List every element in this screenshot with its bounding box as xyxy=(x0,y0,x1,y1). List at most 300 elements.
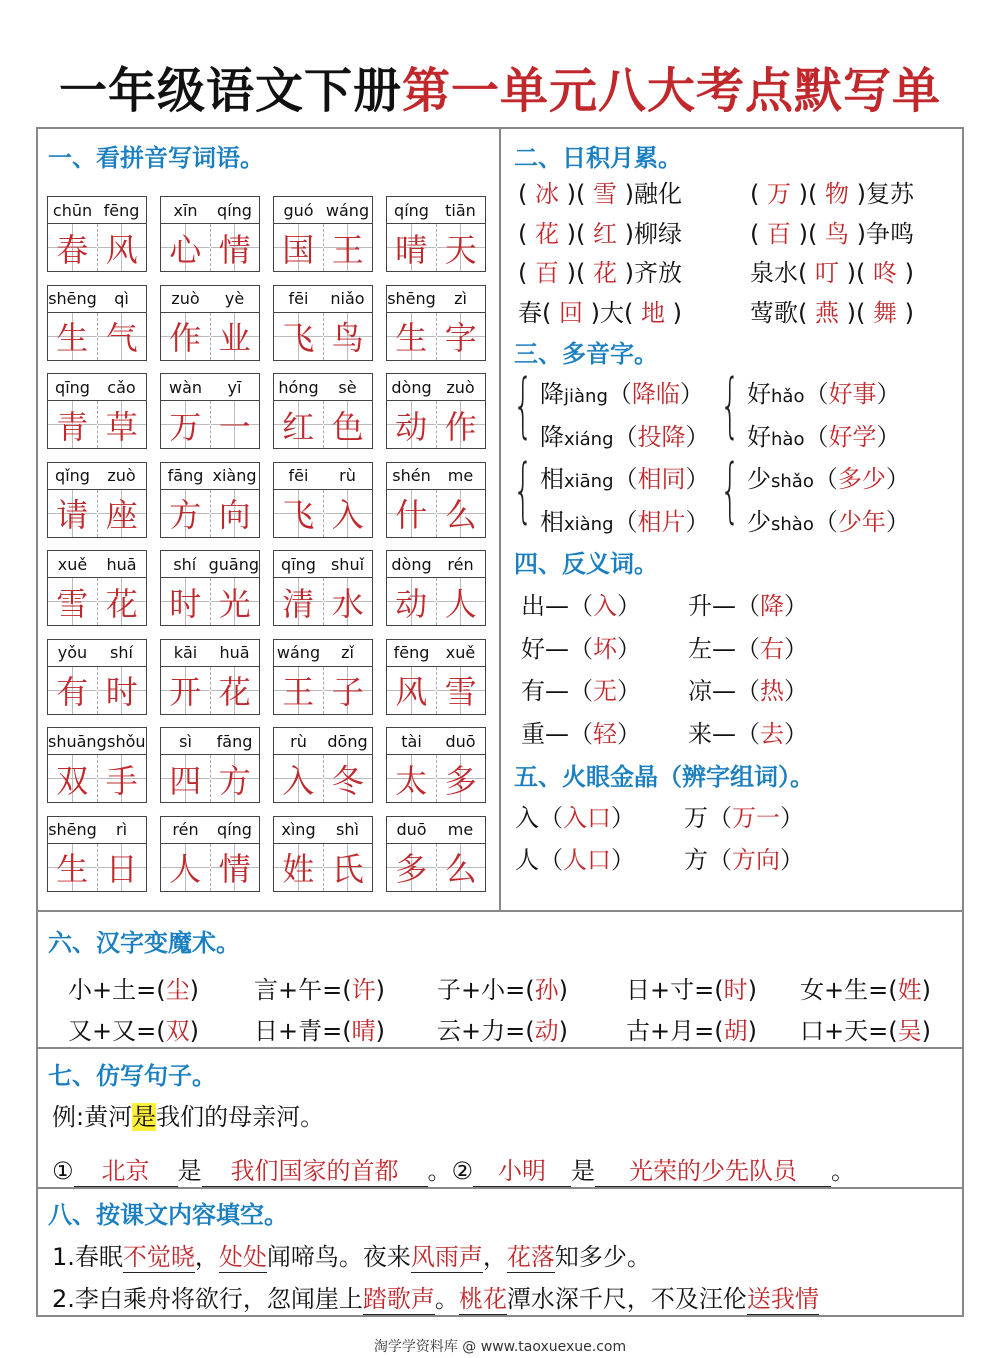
pinyin-2: wáng xyxy=(325,200,370,220)
polyphone-char: 好 xyxy=(747,380,771,408)
pinyin-row xyxy=(386,373,486,401)
l1-a4: 花落 xyxy=(507,1237,555,1273)
word-cell xyxy=(386,196,486,272)
antonym-line: 凉—（热） xyxy=(688,677,808,705)
pinyin-1: qíng xyxy=(394,200,429,220)
polyphone-word: 相同 xyxy=(637,465,686,493)
hanzi-2: 雪 xyxy=(436,667,486,714)
hanzi-1: 晴 xyxy=(387,224,436,271)
answer-shi2: 是 xyxy=(571,1157,596,1185)
sec8-title: 八、按课文内容填空。 xyxy=(48,1201,288,1229)
pinyin-row xyxy=(160,639,260,667)
hanzi-row xyxy=(386,401,486,449)
hanzi-2: 日 xyxy=(97,844,147,891)
pinyin-1: shēng xyxy=(48,289,97,308)
char-result: 尘 xyxy=(165,976,190,1004)
hanzi-1: 青 xyxy=(48,401,97,448)
polyphone-word: 投降 xyxy=(637,423,686,451)
word-cell xyxy=(273,462,373,538)
answer-a2: 小明 xyxy=(473,1151,571,1187)
pinyin-row xyxy=(386,462,486,490)
hanzi-row xyxy=(386,844,486,892)
pinyin-2: duō xyxy=(445,731,476,751)
word-cell xyxy=(273,373,373,449)
l1-p1: 1.春眠 xyxy=(52,1243,123,1271)
hanzi-1: 飞 xyxy=(274,490,323,537)
hanzi-row xyxy=(47,578,147,626)
pinyin-2: zǐ xyxy=(341,643,354,662)
char-magic-line: 云+力=(动) xyxy=(437,1017,568,1045)
l2-a1: 踏歌声 xyxy=(363,1279,435,1315)
pinyin-1: hóng xyxy=(278,377,319,397)
pinyin-2: rén xyxy=(447,554,474,574)
idiom-blank-2: 花 xyxy=(593,259,617,287)
distinguish-line: 万（万一） xyxy=(684,804,804,832)
answer-a1: 北京 xyxy=(74,1151,178,1187)
hanzi-row xyxy=(273,578,373,626)
hanzi-row xyxy=(386,667,486,715)
hanzi-1: 四 xyxy=(161,755,210,802)
hanzi-row xyxy=(47,490,147,538)
hanzi-row xyxy=(160,401,260,449)
antonym-dash: — xyxy=(545,634,569,663)
word-cell xyxy=(386,816,486,892)
char-result: 胡 xyxy=(723,1017,748,1045)
pinyin-2: rù xyxy=(339,466,356,485)
idiom-line: 泉水( 叮 )( 咚 ) xyxy=(750,259,914,287)
word-cell xyxy=(47,373,147,449)
pinyin-row xyxy=(47,373,147,401)
pinyin-2: yè xyxy=(224,289,245,308)
page-title xyxy=(0,52,1000,121)
l2-p2: 。 xyxy=(434,1285,459,1313)
hanzi-2: 向 xyxy=(210,490,260,537)
brace-icon: { xyxy=(720,449,741,531)
hanzi-1: 生 xyxy=(387,313,436,360)
pinyin-row xyxy=(47,196,147,224)
distinguish-word: 万一 xyxy=(732,804,780,832)
word-cell xyxy=(160,550,260,626)
hanzi-1: 有 xyxy=(48,667,97,714)
pinyin-2: me xyxy=(447,820,474,839)
example-highlight: 是 xyxy=(132,1103,157,1131)
char-magic-line: 女+生=(姓) xyxy=(800,976,931,1004)
char-formula: 小+土=( xyxy=(68,976,166,1004)
polyphone-line: 好hǎo（好事） xyxy=(747,380,901,408)
pinyin-row xyxy=(386,285,486,313)
answer-b1: 我们国家的首都 xyxy=(202,1151,428,1187)
l1-p3: 闻啼鸟。夜来 xyxy=(266,1243,411,1271)
polyphone-pinyin: xiáng xyxy=(564,429,614,450)
sec4-title: 四、反义词。 xyxy=(514,550,658,578)
pinyin-2: me xyxy=(447,466,474,485)
pinyin-2: tiān xyxy=(445,200,476,220)
hanzi-1: 方 xyxy=(161,490,210,537)
idiom-tail: 齐放 xyxy=(634,259,682,287)
antonym-answer: 入 xyxy=(593,592,617,620)
l1-a1: 不觉晓 xyxy=(123,1237,195,1273)
distinguish-line: 入（入口） xyxy=(515,804,635,832)
distinguish-word: 入口 xyxy=(563,804,611,832)
char-result: 双 xyxy=(165,1017,190,1045)
polyphone-word: 多少 xyxy=(837,465,886,493)
pinyin-2: zuò xyxy=(446,377,475,397)
hanzi-2: 么 xyxy=(436,844,486,891)
pinyin-row xyxy=(160,462,260,490)
pinyin-1: rén xyxy=(172,820,199,839)
pinyin-1: shí xyxy=(173,554,197,574)
sec6-title: 六、汉字变魔术。 xyxy=(48,929,240,957)
hanzi-1: 风 xyxy=(387,667,436,714)
idiom-tail: 争鸣 xyxy=(866,219,914,248)
polyphone-word: 相片 xyxy=(637,508,686,536)
antonym-line: 有—（无） xyxy=(521,677,641,705)
hanzi-1: 雪 xyxy=(48,578,97,625)
idiom-tail: 融化 xyxy=(634,180,682,208)
hanzi-2: 风 xyxy=(97,224,147,271)
idiom-blank-1: 花 xyxy=(535,219,559,248)
brace-icon: { xyxy=(720,364,741,446)
pinyin-2: zì xyxy=(454,289,467,308)
pinyin-1: sì xyxy=(179,731,192,751)
word-cell xyxy=(47,462,147,538)
l1-a3: 风雨声 xyxy=(411,1237,483,1273)
word-cell xyxy=(47,727,147,803)
hanzi-2: 作 xyxy=(436,401,486,448)
pinyin-row xyxy=(47,727,147,755)
hanzi-2: 光 xyxy=(210,578,260,625)
idiom-blank-2: 舞 xyxy=(873,298,897,327)
polyphone-pinyin: xiàng xyxy=(564,514,614,535)
hanzi-2: 手 xyxy=(97,755,147,802)
hanzi-1: 双 xyxy=(48,755,97,802)
pinyin-row xyxy=(47,462,147,490)
word-cell xyxy=(47,196,147,272)
pinyin-2: shì xyxy=(336,820,359,839)
idiom-tail: 柳绿 xyxy=(634,219,682,248)
hanzi-row xyxy=(386,224,486,272)
pinyin-row xyxy=(273,196,373,224)
hanzi-2: 业 xyxy=(210,313,260,360)
sec8-line2 xyxy=(52,1279,819,1315)
hanzi-row xyxy=(160,578,260,626)
pinyin-row xyxy=(160,550,260,578)
hanzi-2: 一 xyxy=(210,401,260,448)
pinyin-1: xīn xyxy=(173,200,198,220)
idiom-line: ( 百 )( 鸟 )争鸣 xyxy=(750,219,914,248)
hanzi-1: 多 xyxy=(387,844,436,891)
char-formula: 又+又=( xyxy=(68,1017,166,1045)
hanzi-2: 天 xyxy=(436,224,486,271)
char-result: 晴 xyxy=(351,1017,376,1045)
pinyin-2: shuǐ xyxy=(330,554,365,574)
sec8-line1 xyxy=(52,1237,651,1273)
pinyin-1: fāng xyxy=(167,466,204,485)
hanzi-1: 姓 xyxy=(274,844,323,891)
antonym-answer: 轻 xyxy=(593,719,617,748)
polyphone-line: 少shǎo（多少） xyxy=(747,465,910,493)
hanzi-2: 水 xyxy=(323,578,373,625)
antonym-question: 左 xyxy=(688,634,712,663)
sec7-title: 七、仿写句子。 xyxy=(48,1062,216,1090)
distinguish-word: 方向 xyxy=(732,846,780,874)
antonym-question: 重 xyxy=(521,719,545,748)
antonym-question: 升 xyxy=(688,592,712,620)
pinyin-1: xuě xyxy=(57,554,88,574)
idiom-line: ( 百 )( 花 )齐放 xyxy=(518,259,682,287)
pinyin-2: qíng xyxy=(217,200,252,220)
antonym-question: 凉 xyxy=(688,677,712,705)
hanzi-2: 冬 xyxy=(323,755,373,802)
polyphone-line: 降xiáng（投降） xyxy=(540,423,710,451)
pinyin-2: cǎo xyxy=(107,377,136,397)
pinyin-row xyxy=(273,639,373,667)
pinyin-row xyxy=(386,727,486,755)
idiom-prefix: 春 xyxy=(518,298,542,327)
hanzi-2: 鸟 xyxy=(323,313,373,360)
polyphone-pinyin: hǎo xyxy=(771,386,805,407)
l2-a3: 送我情 xyxy=(747,1279,819,1315)
hanzi-row xyxy=(273,224,373,272)
pinyin-2: shǒu xyxy=(107,731,146,751)
char-result: 姓 xyxy=(897,976,922,1004)
pinyin-1: qīng xyxy=(55,377,90,397)
pinyin-2: xiàng xyxy=(212,466,257,485)
sec3-title: 三、多音字。 xyxy=(514,340,658,368)
answer-b2: 光荣的少先队员 xyxy=(595,1151,831,1187)
answer-shi1: 是 xyxy=(177,1157,202,1185)
polyphone-char: 相 xyxy=(540,508,564,536)
polyphone-pinyin: hào xyxy=(771,429,805,450)
polyphone-line: 相xiāng（相同） xyxy=(540,465,710,493)
hanzi-1: 国 xyxy=(274,224,323,271)
hanzi-2: 草 xyxy=(97,401,147,448)
char-formula: 子+小=( xyxy=(437,976,535,1004)
distinguish-char: 方 xyxy=(684,846,708,874)
title-part2: 第一单元八大考点默写单 xyxy=(402,63,942,119)
antonym-dash: — xyxy=(545,592,569,620)
idiom-tail: 复苏 xyxy=(866,180,914,208)
polyphone-word: 好学 xyxy=(828,423,877,451)
char-formula: 口+天=( xyxy=(800,1017,898,1045)
pinyin-1: fēng xyxy=(393,643,430,662)
antonym-question: 好 xyxy=(521,634,545,663)
divider-sec7 xyxy=(37,1047,963,1049)
polyphone-line: 相xiàng（相片） xyxy=(540,508,710,536)
divider-sec6 xyxy=(37,910,963,912)
idiom-blank-2: 地 xyxy=(641,298,665,327)
pinyin-1: dòng xyxy=(391,554,432,574)
idiom-line: 莺歌( 燕 )( 舞 ) xyxy=(750,298,914,327)
idiom-blank-1: 百 xyxy=(535,259,559,287)
hanzi-2: 入 xyxy=(323,490,373,537)
sec7-example xyxy=(52,1097,324,1132)
hanzi-row xyxy=(273,755,373,803)
pinyin-2: fēng xyxy=(103,200,140,220)
pinyin-row xyxy=(386,550,486,578)
pinyin-row xyxy=(273,727,373,755)
pinyin-row xyxy=(47,639,147,667)
pinyin-row xyxy=(160,373,260,401)
char-result: 孙 xyxy=(534,976,559,1004)
hanzi-2: 字 xyxy=(436,313,486,360)
word-cell xyxy=(273,639,373,715)
word-cell xyxy=(160,816,260,892)
hanzi-row xyxy=(160,844,260,892)
distinguish-char: 万 xyxy=(684,804,708,832)
antonym-dash: — xyxy=(545,677,569,705)
pinyin-1: shén xyxy=(392,466,431,485)
answer-end: 。 xyxy=(831,1157,856,1185)
antonym-dash: — xyxy=(712,677,736,705)
pinyin-2: rì xyxy=(115,820,128,839)
brace-icon: { xyxy=(513,449,534,531)
column-divider xyxy=(499,128,501,910)
idiom-blank-2: 红 xyxy=(593,219,617,248)
polyphone-char: 好 xyxy=(747,423,771,451)
pinyin-1: shēng xyxy=(387,289,436,308)
brace-icon: { xyxy=(513,364,534,446)
word-cell xyxy=(273,196,373,272)
pinyin-row xyxy=(160,285,260,313)
idiom-line: ( 万 )( 物 )复苏 xyxy=(750,180,914,208)
pinyin-row xyxy=(273,816,373,844)
hanzi-1: 作 xyxy=(161,313,210,360)
word-cell xyxy=(160,285,260,361)
char-formula: 日+青=( xyxy=(254,1017,352,1045)
pinyin-1: qīng xyxy=(281,554,316,574)
hanzi-row xyxy=(273,667,373,715)
word-cell xyxy=(47,550,147,626)
divider-sec8 xyxy=(37,1187,963,1189)
pinyin-row xyxy=(47,285,147,313)
hanzi-row xyxy=(386,313,486,361)
hanzi-2: 气 xyxy=(97,313,147,360)
char-magic-line: 古+月=(胡) xyxy=(626,1017,757,1045)
hanzi-row xyxy=(273,401,373,449)
idiom-line: 春( 回 )大( 地 ) xyxy=(518,298,682,327)
hanzi-2: 座 xyxy=(97,490,147,537)
hanzi-1: 飞 xyxy=(274,313,323,360)
idiom-prefix: 莺歌 xyxy=(750,298,798,327)
antonym-dash: — xyxy=(712,634,736,663)
hanzi-2: 花 xyxy=(97,578,147,625)
char-result: 许 xyxy=(351,976,376,1004)
antonym-question: 有 xyxy=(521,677,545,705)
char-magic-line: 言+午=(许) xyxy=(254,976,385,1004)
pinyin-row xyxy=(386,816,486,844)
hanzi-1: 春 xyxy=(48,224,97,271)
polyphone-char: 降 xyxy=(540,423,564,451)
l1-p4: ， xyxy=(482,1243,507,1271)
hanzi-row xyxy=(47,313,147,361)
antonym-answer: 无 xyxy=(593,677,617,705)
pinyin-1: wàn xyxy=(168,377,203,397)
idiom-prefix: 泉水 xyxy=(750,259,798,287)
hanzi-1: 人 xyxy=(161,844,210,891)
example-pre: 例:黄河 xyxy=(52,1103,133,1131)
word-cell xyxy=(386,373,486,449)
hanzi-1: 生 xyxy=(48,313,97,360)
pinyin-row xyxy=(273,462,373,490)
pinyin-2: sè xyxy=(338,377,357,397)
antonym-answer: 降 xyxy=(760,592,784,620)
pinyin-1: fēi xyxy=(288,289,309,308)
polyphone-char: 少 xyxy=(747,465,771,493)
antonym-answer: 坏 xyxy=(593,634,617,663)
char-result: 时 xyxy=(723,976,748,1004)
polyphone-char: 少 xyxy=(747,508,771,536)
antonym-answer: 热 xyxy=(760,677,784,705)
antonym-line: 重—（轻） xyxy=(521,719,641,748)
l2-p3: 潭水深千尺，不及汪伦 xyxy=(506,1285,747,1313)
footer-watermark: 淘学学资料库 @ www.taoxuexue.com xyxy=(373,1339,627,1355)
word-cell xyxy=(273,550,373,626)
polyphone-pinyin: shào xyxy=(771,514,814,535)
antonym-question: 来 xyxy=(688,719,712,748)
hanzi-2: 花 xyxy=(210,667,260,714)
polyphone-line: 降jiàng（降临） xyxy=(540,380,704,408)
antonym-answer: 去 xyxy=(760,719,784,748)
hanzi-row xyxy=(160,313,260,361)
hanzi-row xyxy=(160,755,260,803)
idiom-blank-2: 鸟 xyxy=(825,219,849,248)
hanzi-1: 请 xyxy=(48,490,97,537)
idiom-blank-2: 物 xyxy=(825,180,849,208)
polyphone-char: 降 xyxy=(540,380,564,408)
char-formula: 古+月=( xyxy=(626,1017,724,1045)
hanzi-row xyxy=(47,667,147,715)
hanzi-row xyxy=(273,490,373,538)
pinyin-row xyxy=(160,816,260,844)
polyphone-pinyin: jiàng xyxy=(564,386,608,407)
idiom-blank-1: 回 xyxy=(559,298,583,327)
pinyin-2: huā xyxy=(106,554,137,574)
pinyin-1: rù xyxy=(290,731,307,751)
hanzi-2: 人 xyxy=(436,578,486,625)
hanzi-1: 王 xyxy=(274,667,323,714)
hanzi-1: 万 xyxy=(161,401,210,448)
l2-p1: 2.李白乘舟将欲行，忽闻崖上 xyxy=(52,1285,363,1313)
pinyin-2: shí xyxy=(110,643,133,662)
word-cell xyxy=(273,727,373,803)
l1-a2: 处处 xyxy=(219,1237,267,1273)
pinyin-1: duō xyxy=(396,820,427,839)
example-post: 我们的母亲河。 xyxy=(156,1103,325,1131)
hanzi-row xyxy=(47,401,147,449)
title-part1: 一年级语文下册 xyxy=(58,63,402,119)
hanzi-1: 动 xyxy=(387,401,436,448)
idiom-blank-1: 百 xyxy=(767,219,791,248)
l1-p5: 知多少。 xyxy=(554,1243,651,1271)
sec2-title: 二、日积月累。 xyxy=(514,144,682,172)
idiom-blank-1: 燕 xyxy=(815,298,839,327)
pinyin-2: qíng xyxy=(217,820,252,839)
hanzi-1: 时 xyxy=(161,578,210,625)
antonym-dash: — xyxy=(712,592,736,620)
pinyin-1: yǒu xyxy=(57,643,88,662)
hanzi-2: 氏 xyxy=(323,844,373,891)
pinyin-row xyxy=(386,639,486,667)
idiom-mid: 大 xyxy=(600,298,624,327)
hanzi-1: 红 xyxy=(274,401,323,448)
word-cell xyxy=(160,196,260,272)
pinyin-row xyxy=(160,727,260,755)
word-cell xyxy=(160,462,260,538)
hanzi-2: 色 xyxy=(323,401,373,448)
distinguish-char: 入 xyxy=(515,804,539,832)
pinyin-row xyxy=(47,550,147,578)
